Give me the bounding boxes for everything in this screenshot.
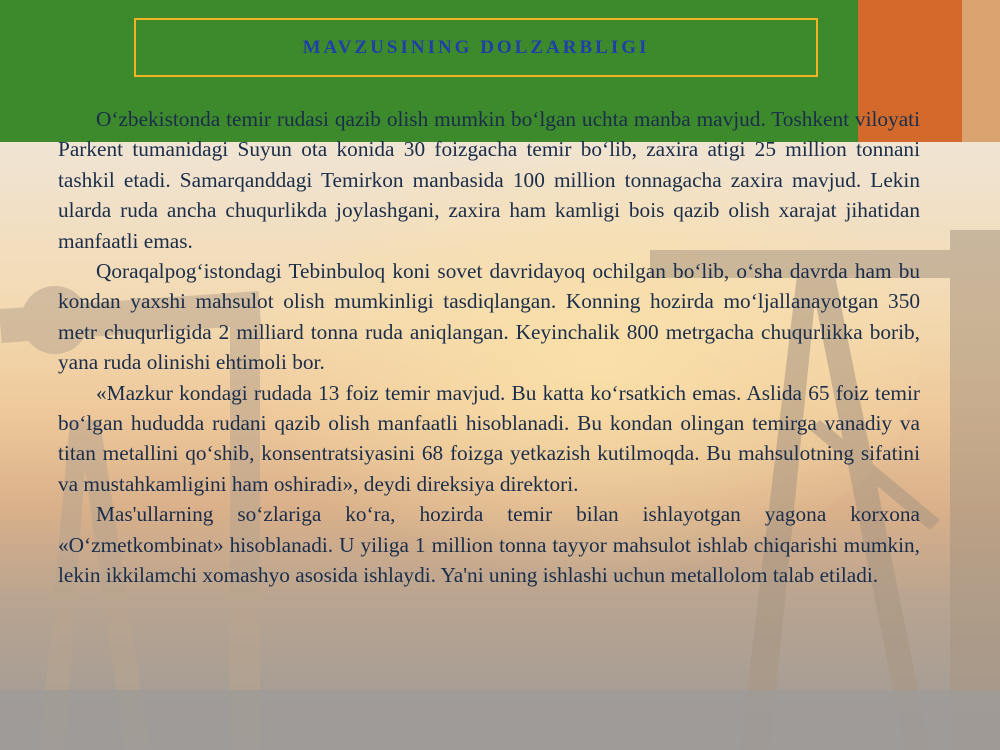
paragraph-3: «Mazkur kondagi rudada 13 foiz temir mavjud. Bu katta ko‘rsatkich emas. Aslida 65 foiz temir bo‘lgan hududda rudani qazib olish manfaatli hisoblanadi. Bu kondan olingan temirga vanadiy va titan metallini qo‘shib, konsentratsiyasini 68 foizga yetkazish kutilmoqda. Bu mahsulotning sifatini va mustahkamligini ham oshiradi», deydi direksiya direktori.: [58, 380, 920, 496]
page-title: MAVZUSINING DOLZARBLIGI: [302, 36, 650, 58]
title-box: [134, 18, 818, 77]
paragraph-1: O‘zbekistonda temir rudasi qazib olish mumkin bo‘lgan uchta manba mavjud. Toshkent viloyati Parkent tumanidagi Suyun ota konida 30 foizgacha temir bo‘lib, zaxira atigi 25 million tonnani tashkil etadi. Samarqanddagi Temirkon manbasida 100 million tonnagacha zaxira mavjud. Lekin ularda ruda ancha chuqurlikda joylashgani, zaxira ham kamligi bois qazib olish xarajat jihatidan manfaatli emas.: [58, 107, 920, 253]
body-text: [58, 104, 920, 591]
paragraph-2: Qoraqalpog‘istondagi Tebinbuloq koni sovet davridayoq ochilgan bo‘lib, o‘sha davrda ham bu kondan yaxshi mahsulot olish mumkinligi tasdiqlangan. Konning hozirda mo‘ljallanayotgan 350 metr chuqurligida 2 milliard tonna ruda aniqlangan. Keyinchalik 800 metrgacha chuqurlikka borib, yana ruda olinishi ehtimoli bor.: [58, 259, 920, 375]
paragraph-4: Mas'ullarning so‘zlariga ko‘ra, hozirda temir bilan ishlayotgan yagona korxona «O‘zmetkombinat» hisoblanadi. U yiliga 1 million tonna tayyor mahsulot ishlab chiqarishi mumkin, lekin ikkilamchi xomashyo asosida ishlaydi. Ya'ni uning ishlashi uchun metallolom talab etiladi.: [58, 502, 920, 588]
header-tan-band: [962, 0, 1000, 142]
